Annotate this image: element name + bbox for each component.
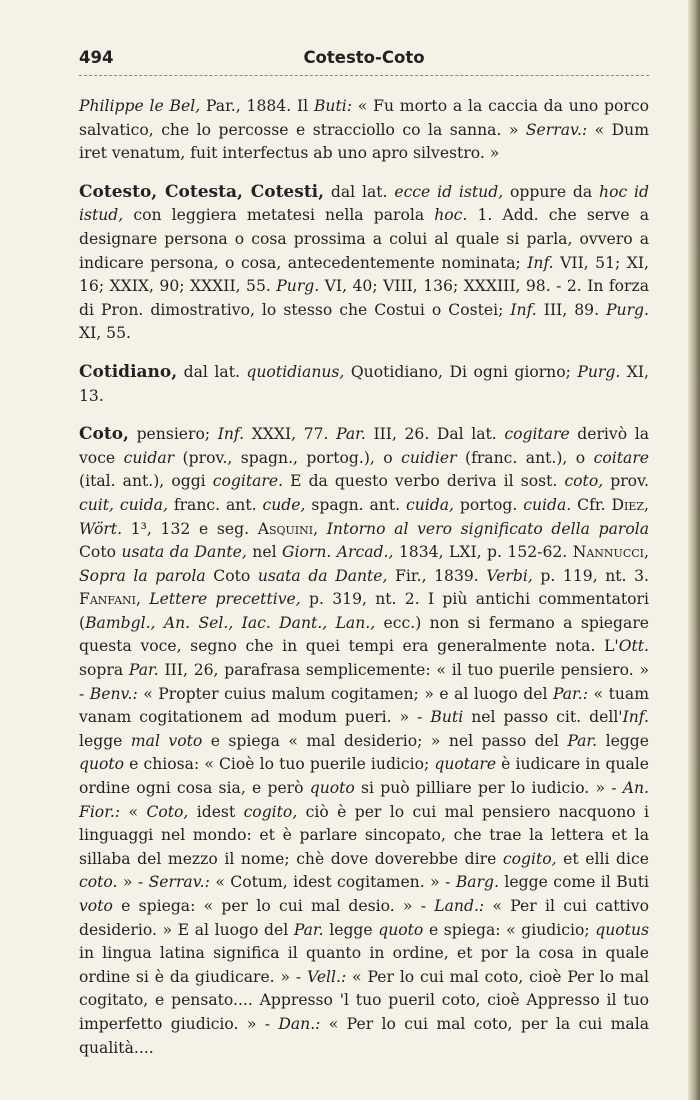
page-number: 494 — [79, 48, 114, 67]
page — [79, 0, 649, 1100]
entry-cotidiano: Cotidiano, dal lat. quotidianus, Quotidiano, Di ogni giorno; Purg. XI, 13. — [79, 361, 649, 405]
entry-cotesto: Cotesto, Cotesta, Cotesti, dal lat. ecce id istud, oppure da hoc id istud, con leggiera metatesi nella parola hoc. 1. Add. che serve a designare persona o cosa prossima a colui al quale si parla, ovvero a indicare persona, o cosa, antecedentemente nominata; Inf. VII, 51; XI, 16; XXIX, 90; XXXII, 55. Purg. VI, 40; VIII, 136; XXXIII, 98. - 2. In forza di Pron. dimostrativo, lo stesso che Costui o Costei; Inf. III, 89. Purg. XI, 55. — [79, 181, 650, 343]
headword: Coto, — [79, 424, 129, 445]
paragraph-continuation: Philippe le Bel, Par., 1884. Il Buti: « Fu morto a la caccia da uno porco salvatico, che lo percosse e stracciollo co la sanna. » Serrav.: « Dum iret venatum, fuit interfectus ab uno apro silvestro. » — [79, 97, 650, 163]
entry-coto: Coto, pensiero; Inf. XXXI, 77. Par. III, 26. Dal lat. cogitare derivò la voce cuidar (prov., spagn., portog.), o cuidier (franc. ant.), o coitare (ital. ant.), oggi cogitare. E da questo verbo deriva il sost. coto, prov. cuit, cuida, franc. ant. cude, spagn. ant. cuida, portog. cuida. Cfr. Diez, Wört. 1³, 132 e seg. Asquini, Intorno al vero significato della parola Coto usata da Dante, nel Giorn. Arcad., 1834, LXI, p. 152-62. Nannucci, Sopra la parola Coto usata da Dante, Fir., 1839. Verbi, p. 119, nt. 3. Fanfani, Lettere precettive, p. 319, nt. 2. I più antichi commentatori (Bambgl., An. Sel., Iac. Dant., Lan., ecc.) non si fermano a spiegare questa voce, segno che in quei tempi era generalmente nota. L'Ott. sopra Par. III, 26, parafrasa semplicemente: « il tuo puerile pensiero. » - Benv.: « Propter cuius malum cogitamen; » e al luogo del Par.: « tuam vanam cogitationem ad modum pueri. » - Buti nel passo cit. dell'Inf. legge mal voto e spiega « mal desiderio; » nel passo del Par. legge quoto e chiosa: « Cioè lo tuo puerile iudicio; quotare è iudicare in quale ordine ogni cosa sia, e però quoto si può pilliare per lo iudicio. » - An. Fior.: « Coto, idest cogito, ciò è per lo cui mal pensiero nacquono i linguaggi nel mondo: et è parlare sincopato, che trae la lettera et la sillaba del mezzo il nome; chè dove doverebbe dire cogito, et elli dice coto. » - Serrav.: « Cotum, idest cogitamen. » - Barg. legge come il Buti voto e spiega: « per lo cui mal desio. » - Land.: « Per il cui cattivo desiderio. » E al luogo del Par. legge quoto e spiega: « giudicio; quotus in lingua latina significa il quanto in ordine, et por la cosa in quale ordine si è da giudicare. » - Vell.: « Per lo cui mal coto, cioè Per lo mal cogitato, e pensato.... Appresso 'l tuo pueril coto, cioè Appresso il tuo imperfetto giudicio. » - Dan.: « Per lo cui mal coto, per la cui mala qualità.... — [79, 424, 650, 1057]
page-title: Cotesto-Coto — [303, 48, 425, 67]
page-body — [79, 95, 649, 1060]
headword: Cotidiano, — [79, 361, 178, 382]
running-header — [79, 48, 649, 74]
headword: Cotesto, Cotesta, Cotesti, — [79, 181, 325, 202]
header-rule — [79, 75, 649, 76]
page-edge — [688, 0, 700, 1100]
